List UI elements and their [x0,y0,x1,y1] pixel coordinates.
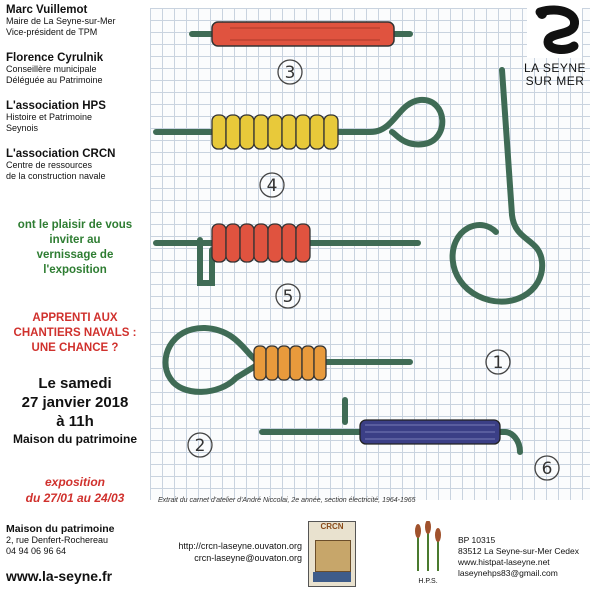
la-seyne-logo-text [520,62,590,88]
hps-logo-icon [408,521,448,585]
invitation-text [0,218,150,278]
hps-email[interactable]: laseynehps83@gmail.com [458,568,558,578]
figure-number-5: 5 [282,287,294,307]
figure-number-4: 4 [266,176,278,196]
event-day: Le samedi [38,375,112,392]
exhibition-title [0,311,150,356]
host-role: Seynois [6,123,39,133]
figure-number-6: 6 [541,459,553,479]
wire-1 [453,70,543,302]
figure-number-3: 3 [284,63,296,83]
hps-badge-text: H.P.S. [418,578,438,585]
host-3 [6,100,151,134]
red-coil [212,224,310,262]
host-role: Maire de La Seyne-sur-Mer [6,16,116,26]
figure-number-1: 1 [492,353,504,373]
host-name: Florence Cyrulnik [6,52,104,64]
address-block [6,523,156,557]
invitation-line: vernissage de [36,249,114,261]
host-2 [6,52,151,86]
event-date: 27 janvier 2018 [21,394,129,411]
host-role: Déléguée au Patrimoine [6,75,103,85]
hps-line: 83512 La Seyne-sur-Mer Cedex [458,546,579,556]
wire-5-tail [200,240,212,283]
hps-website[interactable]: www.histpat-laseyne.net [458,557,550,567]
host-name: Marc Vuillemot [6,4,88,16]
expo-dates [0,474,150,506]
crcn-url[interactable]: http://crcn-laseyne.ouvaton.org [178,541,302,551]
host-role: Centre de ressources [6,160,93,170]
host-role: de la construction navale [6,171,106,181]
crcn-badge-text: CRCN [320,522,344,531]
figure-number-2: 2 [194,436,206,456]
crcn-contact [160,540,302,564]
invitation-line: ont le plaisir de vous [17,219,133,231]
address-title: Maison du patrimoine [6,523,115,535]
event-time: à 11h [56,413,94,430]
la-seyne-logo-icon [527,6,582,58]
host-4 [6,148,151,182]
address-street: 2, rue Denfert-Rochereau [6,535,109,545]
host-role: Vice-président de TPM [6,27,98,37]
host-name: L'association CRCN [6,148,116,160]
yellow-coil [212,115,338,149]
expo-date-range: du 27/01 au 24/03 [25,491,125,505]
host-1 [6,4,151,38]
host-role: Histoire et Patrimoine [6,112,93,122]
title-line: APPRENTI AUX [32,312,118,324]
red-sleeve [212,22,394,46]
website-link[interactable]: www.la-seyne.fr [6,568,113,584]
drawing-caption: Extrait du carnet d'atelier d'André Niccolai, 2e année, section électricité, 1964-1965 [158,497,416,504]
hps-line: BP 10315 [458,535,496,545]
title-line: UNE CHANCE ? [31,342,119,354]
invitation-line: inviter au [49,234,101,246]
crcn-logo-icon [308,521,356,587]
host-name: L'association HPS [6,100,106,112]
event-details [0,374,150,448]
title-line: CHANTIERS NAVALS : [13,327,137,339]
host-list [6,4,151,182]
crcn-email[interactable]: crcn-laseyne@ouvaton.org [194,553,302,563]
orange-coil [254,346,326,380]
expo-label: exposition [44,475,105,489]
address-phone: 04 94 06 96 64 [6,546,67,556]
invitation-line: l'exposition [43,264,107,276]
event-place: Maison du patrimoine [12,432,137,446]
logo-line: LA SEYNE [523,61,587,75]
host-role: Conseillère municipale [6,64,97,74]
logo-line: SUR MER [525,74,585,88]
hps-contact [458,535,593,579]
